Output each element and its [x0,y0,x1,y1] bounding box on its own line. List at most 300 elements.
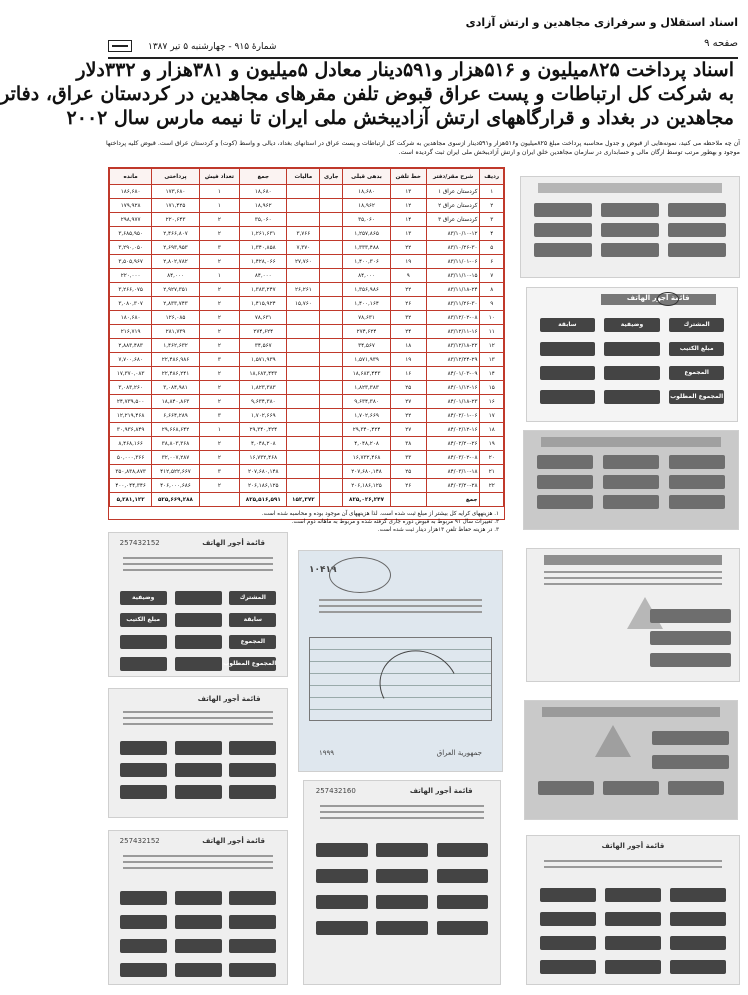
receipt-label: جمهورية العراق [436,749,482,757]
ledger-cell: ۸ [480,283,504,297]
ledger-cell: ۲,۸۸۳,۴۸۳ [110,339,152,353]
ledger-cell: ۲۰۶,۱۸۶,۱۲۵ [240,479,287,493]
ledger-cell: ۲۹,۳۴۰,۴۲۴ [343,423,390,437]
ledger-cell [287,423,320,437]
ledger-cell: ۴۰۶,۰۰۰,۶۸۶ [152,479,199,493]
ledger-cell: ۱,۵۷۱,۹۳۹ [343,353,390,367]
slip-field-row [120,785,277,799]
ledger-cell: ۲۲۰,۶۴۳ [152,213,199,227]
ledger-row [110,297,504,311]
ledger-cell: ۱۷۱,۴۲۵ [152,199,199,213]
statement-field-row [650,609,731,623]
slip-title: قائمة أجور الهاتف [409,787,473,795]
ledger-cell: ۱ [199,269,239,283]
ledger-cell: ۶,۶۶۴,۲۸۹ [152,409,199,423]
ledger-cell-description: ۸۴/۰۱/۰۳-۰۹ [426,367,480,381]
page-number: صفحه ۹ [704,38,738,49]
ledger-cell: ۲,۸۳۳,۷۴۳ [152,297,199,311]
ledger-cell: ۱,۴۰۰,۳۰۶ [343,255,390,269]
ledger-cell: ۵۰,۰۰۰,۳۶۶ [110,451,152,465]
ledger-row [110,395,504,409]
ledger-cell-description: ۸۳/۱۰/۲۶-۳۰ [426,241,480,255]
ledger-cell: ۷۸,۶۳۱ [240,311,287,325]
ledger-cell: ۸۴,۰۰۰ [343,269,390,283]
ledger-cell: ۲۹۸,۹۷۷ [110,213,152,227]
ledger-cell [287,339,320,353]
ledger-cell: ۳۴,۵۶۷ [343,339,390,353]
ledger-cell: ۱,۳۵۶,۹۸۶ [343,283,390,297]
field-label: المشترك [669,318,724,332]
ledger-cell: ۳,۵۰۵,۹۶۷ [110,255,152,269]
ledger-cell: ۲۲ [390,283,426,297]
ledger-cell: ۲,۴۶۶,۸۰۷ [152,227,199,241]
payment-ledger [108,167,505,533]
ledger-cell: ۸۲۵,۵۱۶,۵۹۱ [240,493,287,507]
ledger-cell: ۱,۸۲۳,۳۸۳ [240,381,287,395]
ledger-cell: ۲,۶۹۳,۹۵۳ [152,241,199,255]
ledger-cell: ۳ [480,213,504,227]
ledger-cell [287,409,320,423]
ledger-cell [287,381,320,395]
ledger-cell: ۲۵ [390,465,426,479]
ledger-cell: ۱۴ [480,367,504,381]
ledger-note: ۲. تغییرات سال ۹۱ مربوط به قبوض دوره جاری گرفته شده و مربوط به ماهانه دوم است. [291,519,499,525]
ledger-cell [320,437,343,451]
statement-field-row [537,475,725,489]
statement-field-row [540,366,725,380]
ledger-cell-description: ۸۴/۰۳/۰۲-۰۸ [426,451,480,465]
ledger-cell: ۳۰,۹۳۶,۸۴۹ [110,423,152,437]
publication-logo [108,40,132,52]
ledger-cell: ۱۲ [480,339,504,353]
ledger-cell: ۳,۰۸۳,۲۶۰ [110,381,152,395]
ledger-cell: ۱۸,۶۸۰ [343,185,390,199]
ledger-cell: ۱,۳۳۳,۴۸۸ [343,241,390,255]
ledger-cell: ۹,۶۳۴,۳۸۰ [343,395,390,409]
ledger-cell: ۱۰ [480,311,504,325]
ledger-row [110,381,504,395]
statement-field-row [652,731,728,745]
statement-field-row [540,390,725,404]
ledger-cell: ۱۷۳,۶۸۰ [152,185,199,199]
ledger-cell [287,465,320,479]
ledger-cell: ۱۸,۹۶۲ [240,199,287,213]
ledger-cell [320,297,343,311]
ledger-cell-description: ۸۴/۰۲/۱۲-۱۶ [426,423,480,437]
ledger-row [110,311,504,325]
ledger-cell: ۱۷ [480,409,504,423]
statement-field-row [652,755,728,769]
field-label: مبلغ الكتيب [120,613,167,627]
ledger-row [110,465,504,479]
ledger-row [110,199,504,213]
ledger-cell: ۱۳ [480,353,504,367]
col-header: مانده [110,169,152,185]
ledger-cell-description: ۸۴/۰۲/۰۱-۰۶ [426,409,480,423]
issue-info: شمارهٔ ۹۱۵ - چهارشنبه ۵ تیر ۱۳۸۷ [148,42,277,52]
ledger-cell-description: جمع [426,493,480,507]
ledger-cell: ۲ [199,381,239,395]
ledger-cell: ۸۲۵,۰۲۶,۲۴۷ [343,493,390,507]
ledger-row [110,185,504,199]
ledger-cell [287,437,320,451]
statement-field-row [540,960,727,974]
ledger-cell: ۲,۸۰۲,۷۸۲ [152,255,199,269]
statement-field-row [540,318,725,332]
ledger-cell-description: ۸۳/۱۲/۲۴-۲۹ [426,353,480,367]
ledger-cell: ۲۲۰,۰۰۰ [110,269,152,283]
ledger-row [110,213,504,227]
ledger-cell: ۲ [199,213,239,227]
ledger-cell [320,409,343,423]
ledger-cell: ۴۰۰,۰۴۴,۳۴۶ [110,479,152,493]
ledger-cell: ۲ [199,325,239,339]
slip-field-row [120,763,277,777]
ledger-cell: ۱۸ [390,339,426,353]
ledger-cell: ۱۶ [480,395,504,409]
ledger-cell: ۲۷ [390,395,426,409]
ledger-cell: ۲ [199,395,239,409]
ledger-cell [320,395,343,409]
ledger-cell [287,479,320,493]
field-label: وضيفية [604,318,659,332]
ledger-cell: ۳,۷۶۶ [287,227,320,241]
ledger-cell: ۱۹ [390,353,426,367]
receipt-code: ۱۹۹۹ [319,749,335,757]
ledger-cell-description: کردستان عراق ۲ [426,199,480,213]
statement-field-row [540,936,727,950]
ledger-cell-description: ۸۳/۱۱/۰۱-۰۶ [426,255,480,269]
ledger-cell [287,451,320,465]
statement-text-lines [544,860,722,872]
slip-number: 257432160 [315,787,356,795]
ledger-cell: ۳,۶۸۵,۹۵۰ [110,227,152,241]
ledger-cell [320,213,343,227]
ledger-note: ۱. هزینههای کرایه کل بیشتر از مبلغ ثبت شده است. لذا هزینههای آن موجود بوده و محاسبه شده است. [261,511,499,517]
ledger-cell-description: ۸۳/۱۲/۰۲-۰۸ [426,311,480,325]
ledger-cell [320,325,343,339]
ledger-cell: ۲۸۱,۷۳۹ [152,325,199,339]
ledger-cell [320,185,343,199]
ledger-cell [320,423,343,437]
ledger-cell: ۳۸,۸۰۳,۳۶۸ [152,437,199,451]
slip-field-row [316,843,489,857]
ledger-cell [287,395,320,409]
statement-header-bar [542,707,720,717]
ledger-cell: ۳,۲۶۶,۰۷۵ [110,283,152,297]
ledger-row [110,437,504,451]
receipt-number: ۱۰۴۱۹ [309,565,337,575]
ledger-row [110,479,504,493]
ledger-cell: ۶ [480,255,504,269]
slip-field-row [120,591,277,605]
ledger-cell: ۲۰۷,۶۸۰,۱۴۸ [343,465,390,479]
ledger-cell: ۱۸۰,۶۸۰ [110,311,152,325]
ledger-cell: ۲ [199,227,239,241]
col-header: تعداد فیش [199,169,239,185]
ledger-cell-description: کردستان عراق ۳ [426,213,480,227]
ledger-row [110,227,504,241]
ledger-cell-description: ۸۴/۰۳/۱۰-۱۸ [426,465,480,479]
ledger-cell: ۹,۶۳۴,۳۸۰ [240,395,287,409]
ledger-cell: ۱۸ [480,423,504,437]
ledger-cell: ۲۵ [390,381,426,395]
ledger-cell: ۱,۷۰۲,۶۶۹ [240,409,287,423]
statement-field-row [540,888,727,902]
statement-field-row [650,631,731,645]
ledger-cell: ۳۵,۰۶۰ [240,213,287,227]
ledger-cell [390,493,426,507]
ledger-cell: ۳ [199,241,239,255]
ledger-cell: ۱,۲۶۱,۶۳۱ [240,227,287,241]
field-label: المجموع [669,366,724,380]
ledger-cell-description: ۸۳/۱۱/۱۸-۲۴ [426,283,480,297]
ledger-cell: ۳ [199,465,239,479]
slip-field-row [120,891,277,905]
ledger-cell [287,185,320,199]
ledger-cell: ۱۸,۹۶۲ [343,199,390,213]
statement-header-bar [541,437,721,447]
slip-field-row [120,939,277,953]
ledger-cell [287,353,320,367]
slip-field-row [120,963,277,977]
slip-text-lines [123,855,273,873]
ledger-row [110,423,504,437]
slip-field-row [120,613,277,627]
ledger-cell: ۳,۲۹۰,۰۵۰ [110,241,152,255]
ledger-cell: ۲۶ [390,479,426,493]
ledger-cell: ۱۲,۲۱۹,۴۶۸ [110,409,152,423]
col-header: خط تلفن [390,169,426,185]
field-label: سابقة [540,318,595,332]
ledger-cell [320,353,343,367]
ledger-row [110,451,504,465]
field-label: المشترك [229,591,276,605]
col-header: شرح مقر/دفتر [426,169,480,185]
ledger-cell: ۲ [199,367,239,381]
field-label: وضيفية [120,591,167,605]
ledger-cell: ۳,۰۸۰,۳۰۷ [110,297,152,311]
ledger-cell: ۲ [199,339,239,353]
ledger-cell: ۲۲,۴۸۶,۹۸۶ [152,353,199,367]
ledger-cell: ۱۹ [390,255,426,269]
ledger-cell-description: ۸۳/۱۲/۱۸-۲۲ [426,339,480,353]
ledger-cell: ۱۶,۷۳۲,۴۶۸ [343,451,390,465]
slip-field-row [120,741,277,755]
ledger-cell: ۲ [199,255,239,269]
ledger-cell: ۲ [199,311,239,325]
ledger-cell: ۷,۷۰۰,۶۸۰ [110,353,152,367]
ledger-cell: ۲۲,۴۸۶,۲۴۱ [152,367,199,381]
statement-header-bar [538,183,721,193]
statement-title: قائمة أجور الهاتف [601,294,717,305]
scanned-statement-6 [526,835,740,985]
ledger-cell: ۱۴ [390,213,426,227]
masthead [108,8,738,56]
statement-field-row [534,243,726,257]
ledger-cell: ۳۲,۰۰۷,۲۸۷ [152,451,199,465]
statement-title: قائمة أجور الهاتف [601,842,665,850]
ledger-cell-description: ۸۴/۰۳/۲۰-۲۸ [426,479,480,493]
ledger-row [110,325,504,339]
slip-text-lines [123,711,273,729]
receipt-text-lines [319,599,482,617]
field-label: المجموع [229,635,276,649]
ledger-cell: ۱,۳۸۳,۲۴۷ [240,283,287,297]
ledger-total-row [110,493,504,507]
ledger-cell: ۲۲ [390,409,426,423]
ledger-cell: ۲۹,۳۴۰,۴۲۴ [240,423,287,437]
ledger-cell: ۷ [480,269,504,283]
ledger-cell [320,199,343,213]
ledger-cell [287,269,320,283]
ledger-cell: ۱,۸۲۳,۳۸۳ [343,381,390,395]
ledger-cell: ۳۵۰,۸۳۸,۸۷۳ [110,465,152,479]
ledger-cell-description: ۸۴/۰۱/۱۲-۱۶ [426,381,480,395]
slip-text-lines [123,557,273,575]
slip-field-row [120,635,277,649]
statement-header-bar [544,555,722,565]
ledger-cell-description: ۸۴/۰۱/۱۸-۲۳ [426,395,480,409]
slip-number: 257432152 [119,837,160,845]
ledger-cell: ۱۷۹,۹۲۸ [110,199,152,213]
ledger-cell: ۱,۵۷۱,۹۳۹ [240,353,287,367]
ledger-body [110,185,504,507]
ledger-cell [287,367,320,381]
ledger-cell: ۲۶ [390,297,426,311]
ledger-cell: ۵۲۵,۶۶۹,۲۸۸ [152,493,199,507]
slip-title: قائمة أجور الهاتف [202,539,265,547]
field-label: المجموع المطلوب [669,390,724,404]
ledger-cell: ۲۲ [480,479,504,493]
ledger-cell: ۲۹,۶۶۸,۶۴۲ [152,423,199,437]
ledger-cell: ۱۹ [480,437,504,451]
ledger-cell [287,199,320,213]
ledger-cell-description: ۸۳/۱۱/۱۰-۱۵ [426,269,480,283]
ledger-row [110,409,504,423]
punch-hole [657,292,679,306]
ledger-cell [320,255,343,269]
ledger-cell [199,493,239,507]
ledger-cell: ۱ [199,199,239,213]
ledger-row [110,367,504,381]
ledger-cell-description: کردستان عراق ۱ [426,185,480,199]
ledger-cell: ۳۸ [390,437,426,451]
ledger-cell: ۴ [480,227,504,241]
publication-name: اسناد استقلال و سرفرازی مجاهدین و ارتش آزادی [465,16,738,29]
ledger-cell [480,493,504,507]
statement-field-row [537,495,725,509]
ledger-cell: ۲ [199,437,239,451]
statement-field-row [650,653,731,667]
ledger-cell [320,479,343,493]
ledger-cell [287,311,320,325]
slip-text-lines [320,805,485,823]
statement-field-row [540,912,727,926]
ledger-cell: ۱۷,۳۷۰,۰۸۳ [110,367,152,381]
ledger-cell: ۲ [199,451,239,465]
ledger-cell: ۳ [199,409,239,423]
ledger-cell: ۵,۲۸۱,۱۲۲ [110,493,152,507]
col-header: مالیات [287,169,320,185]
statement-field-row [540,342,725,356]
ledger-cell: ۸۴,۰۰۰ [152,269,199,283]
ledger-cell: ۲۷,۷۶۰ [287,255,320,269]
scanned-statement-2 [526,287,738,422]
ledger-cell: ۱۸,۶۸۰ [240,185,287,199]
ledger-cell: ۱۲۶,۰۸۵ [152,311,199,325]
ledger-cell: ۷,۳۷۰ [287,241,320,255]
ledger-cell: ۱۸,۸۴۰,۸۶۳ [152,395,199,409]
col-header: ردیف [480,169,504,185]
triangle-stamp [595,725,631,757]
ledger-cell: ۱۶,۷۳۲,۴۶۸ [240,451,287,465]
ledger-cell: ۱,۷۰۲,۶۶۹ [343,409,390,423]
ledger-cell [320,339,343,353]
ledger-cell: ۱,۲۵۷,۸۶۵ [343,227,390,241]
ledger-cell [320,241,343,255]
slip-title: قائمة أجور الهاتف [202,837,265,845]
ledger-cell: ۱۳ [390,227,426,241]
ledger-cell: ۲۰۷,۶۸۰,۱۴۸ [240,465,287,479]
ledger-cell: ۱۵,۷۶۰ [287,297,320,311]
ledger-table [109,168,504,507]
slip-field-row [316,869,489,883]
statement-field-row [538,781,725,795]
scanned-payment-receipt [298,550,503,772]
ledger-cell: ۱۱ [480,325,504,339]
ledger-cell [287,325,320,339]
statement-field-row [534,223,726,237]
phone-bill-slip-1 [108,532,288,677]
ledger-cell: ۱ [480,185,504,199]
phone-bill-slip-4 [303,780,501,985]
slip-field-row [120,657,277,671]
phone-bill-slip-3 [108,830,288,985]
slip-field-row [316,895,489,909]
ledger-cell: ۳۳ [390,451,426,465]
ledger-cell: ۴,۰۴۸,۲۰۸ [343,437,390,451]
ledger-cell-description: ۸۴/۰۲/۲۰-۲۶ [426,437,480,451]
ledger-cell: ۴۱۲,۵۲۲,۶۶۷ [152,465,199,479]
ledger-cell: ۱,۴۰۰,۱۶۴ [343,297,390,311]
ledger-cell: ۲ [199,283,239,297]
ledger-cell [320,227,343,241]
ledger-cell: ۹ [390,269,426,283]
ledger-cell: ۲۷۴,۶۲۴ [343,325,390,339]
ledger-cell [320,381,343,395]
ledger-cell: ۳۲ [390,311,426,325]
ledger-cell: ۲۴,۷۳۹,۵۰۰ [110,395,152,409]
ledger-row [110,283,504,297]
ledger-row [110,339,504,353]
col-header: جاری [320,169,343,185]
ledger-cell [287,213,320,227]
ledger-note: ۳. در هزینه حفاظ تلفن ۱۳هزار دینار ثبت شده است. [377,527,499,533]
ledger-cell [320,367,343,381]
slip-title: قائمة أجور الهاتف [197,695,261,703]
ledger-cell: ۱۵ [480,381,504,395]
scanned-statement-5 [524,700,738,820]
statement-field-row [537,455,725,469]
scanned-statement-3 [523,430,739,530]
ledger-cell: ۱۸,۶۸۳,۴۴۳ [240,367,287,381]
ledger-cell: ۲ [480,199,504,213]
slip-number: 257432152 [119,539,160,547]
ledger-row [110,353,504,367]
ledger-cell: ۲۱۶,۷۱۹ [110,325,152,339]
field-label: سابقة [229,613,276,627]
